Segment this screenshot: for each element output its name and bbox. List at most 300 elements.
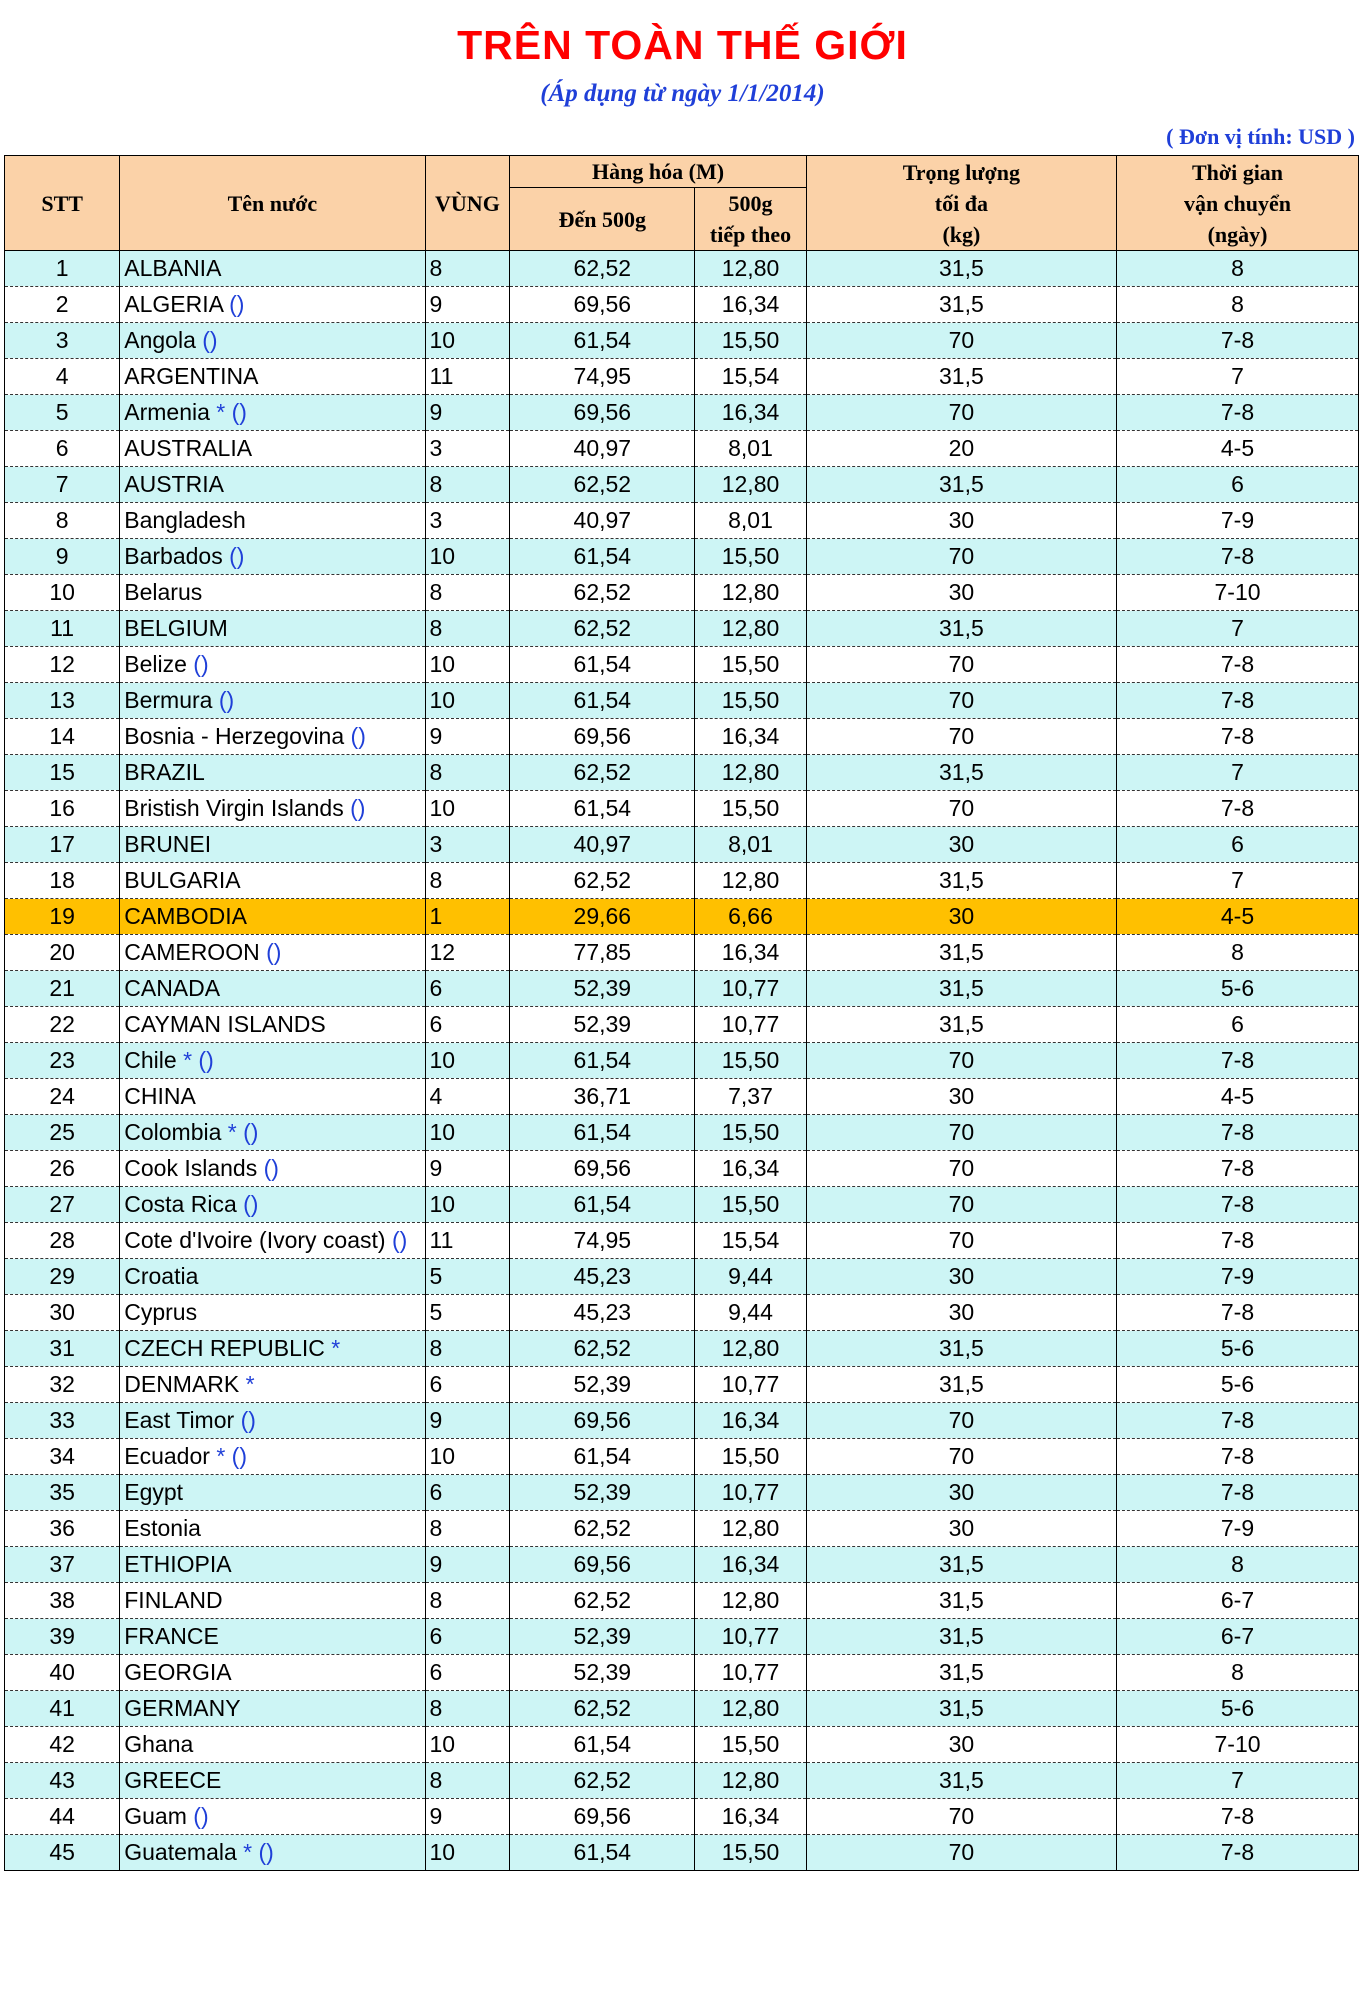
- cell-first-500g: 62,52: [510, 755, 695, 791]
- cell-zone: 8: [425, 575, 510, 611]
- table-row: [5, 1223, 1359, 1259]
- cell-zone: 12: [425, 935, 510, 971]
- header-weight-line1: Trọng lượng: [902, 159, 1021, 185]
- cell-transit-days: 6: [1117, 827, 1359, 863]
- cell-max-weight: 31,5: [806, 611, 1116, 647]
- country-note-mark: * (): [216, 399, 247, 425]
- cell-stt: 4: [5, 359, 120, 395]
- cell-zone: 8: [425, 251, 510, 287]
- cell-max-weight: 31,5: [806, 971, 1116, 1007]
- cell-next-500g: 10,77: [695, 1367, 806, 1403]
- country-name: GEORGIA: [124, 1659, 232, 1685]
- country-name: Guatemala: [124, 1839, 237, 1865]
- country-name: Bristish Virgin Islands: [124, 795, 344, 821]
- cell-stt: 19: [5, 899, 120, 935]
- cell-transit-days: 4-5: [1117, 1079, 1359, 1115]
- cell-max-weight: 31,5: [806, 1007, 1116, 1043]
- table-body: [5, 251, 1359, 1871]
- cell-transit-days: 7-8: [1117, 1043, 1359, 1079]
- table-row: [5, 251, 1359, 287]
- cell-max-weight: 70: [806, 719, 1116, 755]
- cell-country: [120, 467, 425, 503]
- cell-max-weight: 30: [806, 1259, 1116, 1295]
- country-name: CANADA: [124, 975, 221, 1001]
- cell-zone: 8: [425, 467, 510, 503]
- table-row: [5, 1439, 1359, 1475]
- cell-first-500g: 61,54: [510, 1115, 695, 1151]
- cell-transit-days: 5-6: [1117, 1367, 1359, 1403]
- cell-first-500g: 62,52: [510, 863, 695, 899]
- cell-stt: 5: [5, 395, 120, 431]
- cell-stt: 15: [5, 755, 120, 791]
- country-name: DENMARK: [124, 1371, 240, 1397]
- cell-max-weight: 70: [806, 1151, 1116, 1187]
- country-note-mark: *: [245, 1371, 255, 1397]
- cell-max-weight: 70: [806, 1043, 1116, 1079]
- cell-next-500g: 16,34: [695, 1799, 806, 1835]
- cell-first-500g: 69,56: [510, 1403, 695, 1439]
- country-name: Bermura: [124, 687, 213, 713]
- cell-transit-days: 7-8: [1117, 1835, 1359, 1871]
- cell-next-500g: 10,77: [695, 1655, 806, 1691]
- cell-max-weight: 30: [806, 1727, 1116, 1763]
- country-name: CAMEROON: [124, 939, 260, 965]
- cell-next-500g: 12,80: [695, 251, 806, 287]
- country-name: CHINA: [124, 1083, 196, 1109]
- cell-next-500g: 15,54: [695, 359, 806, 395]
- cell-stt: 3: [5, 323, 120, 359]
- cell-first-500g: 62,52: [510, 1331, 695, 1367]
- table-row: [5, 1403, 1359, 1439]
- cell-stt: 27: [5, 1187, 120, 1223]
- cell-zone: 8: [425, 755, 510, 791]
- country-note-mark: (): [243, 1191, 259, 1217]
- currency-unit-note: ( Đơn vị tính: USD ): [1166, 124, 1355, 149]
- cell-country: [120, 1583, 425, 1619]
- cell-next-500g: 15,50: [695, 1187, 806, 1223]
- table-row: [5, 971, 1359, 1007]
- cell-country: [120, 1439, 425, 1475]
- cell-first-500g: 69,56: [510, 395, 695, 431]
- table-row: [5, 827, 1359, 863]
- cell-max-weight: 31,5: [806, 1367, 1116, 1403]
- cell-stt: 14: [5, 719, 120, 755]
- table-row: [5, 359, 1359, 395]
- country-note-mark: (): [350, 795, 366, 821]
- cell-stt: 31: [5, 1331, 120, 1367]
- cell-max-weight: 70: [806, 539, 1116, 575]
- cell-stt: 37: [5, 1547, 120, 1583]
- cell-next-500g: 15,50: [695, 323, 806, 359]
- cell-zone: 10: [425, 1727, 510, 1763]
- cell-stt: 20: [5, 935, 120, 971]
- country-name: BELGIUM: [124, 615, 228, 641]
- cell-next-500g: 12,80: [695, 755, 806, 791]
- table-row: [5, 1475, 1359, 1511]
- cell-next-500g: 15,54: [695, 1223, 806, 1259]
- cell-zone: 6: [425, 1367, 510, 1403]
- cell-first-500g: 74,95: [510, 1223, 695, 1259]
- cell-country: [120, 827, 425, 863]
- cell-transit-days: 7-8: [1117, 1223, 1359, 1259]
- header-goods: Hàng hóa (M): [510, 156, 806, 188]
- cell-country: [120, 719, 425, 755]
- cell-stt: 6: [5, 431, 120, 467]
- cell-first-500g: 61,54: [510, 683, 695, 719]
- cell-zone: 6: [425, 1475, 510, 1511]
- table-row: [5, 287, 1359, 323]
- cell-country: [120, 1259, 425, 1295]
- cell-zone: 9: [425, 1403, 510, 1439]
- table-row: [5, 1763, 1359, 1799]
- cell-next-500g: 15,50: [695, 1835, 806, 1871]
- cell-transit-days: 7-8: [1117, 323, 1359, 359]
- cell-first-500g: 40,97: [510, 431, 695, 467]
- cell-zone: 10: [425, 1439, 510, 1475]
- table-row: [5, 899, 1359, 935]
- country-note-mark: (): [229, 543, 245, 569]
- cell-zone: 11: [425, 359, 510, 395]
- cell-first-500g: 74,95: [510, 359, 695, 395]
- cell-first-500g: 69,56: [510, 1799, 695, 1835]
- header-next-500g: [695, 188, 806, 251]
- table-row: [5, 791, 1359, 827]
- cell-zone: 3: [425, 431, 510, 467]
- country-note-mark: (): [229, 291, 245, 317]
- cell-transit-days: 7: [1117, 1763, 1359, 1799]
- cell-zone: 8: [425, 1331, 510, 1367]
- table-row: [5, 863, 1359, 899]
- cell-stt: 32: [5, 1367, 120, 1403]
- cell-country: [120, 971, 425, 1007]
- cell-max-weight: 30: [806, 1511, 1116, 1547]
- cell-zone: 6: [425, 1007, 510, 1043]
- country-note-mark: (): [193, 651, 209, 677]
- country-name: Bosnia - Herzegovina: [124, 723, 345, 749]
- country-note-mark: (): [266, 939, 282, 965]
- country-name: Angola: [124, 327, 196, 353]
- cell-first-500g: 40,97: [510, 503, 695, 539]
- cell-transit-days: 7-8: [1117, 1151, 1359, 1187]
- header-max-weight: [806, 156, 1116, 251]
- header-next-line2: tiếp theo: [709, 222, 792, 247]
- cell-transit-days: 4-5: [1117, 899, 1359, 935]
- cell-max-weight: 31,5: [806, 359, 1116, 395]
- cell-transit-days: 7-9: [1117, 503, 1359, 539]
- table-row: [5, 647, 1359, 683]
- cell-transit-days: 7: [1117, 359, 1359, 395]
- country-name: Costa Rica: [124, 1191, 237, 1217]
- cell-max-weight: 31,5: [806, 1619, 1116, 1655]
- cell-next-500g: 12,80: [695, 1511, 806, 1547]
- cell-max-weight: 31,5: [806, 1331, 1116, 1367]
- cell-zone: 5: [425, 1295, 510, 1331]
- cell-country: [120, 323, 425, 359]
- cell-zone: 9: [425, 1547, 510, 1583]
- table-row: [5, 1655, 1359, 1691]
- cell-next-500g: 7,37: [695, 1079, 806, 1115]
- table-row: [5, 1547, 1359, 1583]
- cell-transit-days: 7-8: [1117, 1439, 1359, 1475]
- cell-stt: 34: [5, 1439, 120, 1475]
- cell-zone: 3: [425, 503, 510, 539]
- cell-next-500g: 16,34: [695, 1151, 806, 1187]
- cell-country: [120, 1115, 425, 1151]
- cell-next-500g: 15,50: [695, 1115, 806, 1151]
- cell-country: [120, 1763, 425, 1799]
- table-row: [5, 575, 1359, 611]
- country-name: ETHIOPIA: [124, 1551, 232, 1577]
- country-name: ALBANIA: [124, 255, 222, 281]
- country-name: CZECH REPUBLIC: [124, 1335, 325, 1361]
- cell-zone: 8: [425, 611, 510, 647]
- country-name: Ghana: [124, 1731, 194, 1757]
- cell-first-500g: 62,52: [510, 467, 695, 503]
- table-row: [5, 935, 1359, 971]
- cell-zone: 3: [425, 827, 510, 863]
- cell-country: [120, 1835, 425, 1871]
- cell-next-500g: 15,50: [695, 1439, 806, 1475]
- cell-country: [120, 575, 425, 611]
- cell-country: [120, 611, 425, 647]
- cell-stt: 44: [5, 1799, 120, 1835]
- cell-next-500g: 12,80: [695, 1763, 806, 1799]
- cell-transit-days: 7-8: [1117, 791, 1359, 827]
- table-row: [5, 611, 1359, 647]
- cell-zone: 9: [425, 1799, 510, 1835]
- cell-max-weight: 70: [806, 1835, 1116, 1871]
- cell-zone: 10: [425, 323, 510, 359]
- cell-stt: 29: [5, 1259, 120, 1295]
- cell-max-weight: 31,5: [806, 1763, 1116, 1799]
- cell-next-500g: 10,77: [695, 1475, 806, 1511]
- cell-stt: 43: [5, 1763, 120, 1799]
- table-row: [5, 1691, 1359, 1727]
- cell-transit-days: 8: [1117, 251, 1359, 287]
- cell-zone: 5: [425, 1259, 510, 1295]
- cell-first-500g: 61,54: [510, 1043, 695, 1079]
- cell-zone: 8: [425, 1691, 510, 1727]
- cell-transit-days: 7-10: [1117, 575, 1359, 611]
- cell-stt: 41: [5, 1691, 120, 1727]
- cell-stt: 33: [5, 1403, 120, 1439]
- country-note-mark: * (): [183, 1047, 214, 1073]
- cell-stt: 22: [5, 1007, 120, 1043]
- cell-country: [120, 503, 425, 539]
- cell-stt: 21: [5, 971, 120, 1007]
- cell-next-500g: 9,44: [695, 1295, 806, 1331]
- country-name: FRANCE: [124, 1623, 219, 1649]
- cell-country: [120, 1367, 425, 1403]
- cell-country: [120, 935, 425, 971]
- cell-transit-days: 7-8: [1117, 1295, 1359, 1331]
- cell-transit-days: 5-6: [1117, 1331, 1359, 1367]
- cell-stt: 9: [5, 539, 120, 575]
- cell-transit-days: 7-8: [1117, 1187, 1359, 1223]
- cell-transit-days: 5-6: [1117, 971, 1359, 1007]
- cell-max-weight: 70: [806, 395, 1116, 431]
- cell-first-500g: 69,56: [510, 1547, 695, 1583]
- cell-stt: 2: [5, 287, 120, 323]
- cell-first-500g: 62,52: [510, 1511, 695, 1547]
- cell-transit-days: 5-6: [1117, 1691, 1359, 1727]
- table-row: [5, 1619, 1359, 1655]
- cell-next-500g: 10,77: [695, 971, 806, 1007]
- cell-first-500g: 61,54: [510, 1835, 695, 1871]
- cell-stt: 35: [5, 1475, 120, 1511]
- cell-max-weight: 20: [806, 431, 1116, 467]
- cell-stt: 11: [5, 611, 120, 647]
- country-note-mark: * (): [216, 1443, 247, 1469]
- cell-max-weight: 31,5: [806, 863, 1116, 899]
- cell-max-weight: 31,5: [806, 251, 1116, 287]
- table-row: [5, 323, 1359, 359]
- cell-stt: 17: [5, 827, 120, 863]
- cell-max-weight: 31,5: [806, 467, 1116, 503]
- cell-next-500g: 12,80: [695, 1583, 806, 1619]
- cell-next-500g: 16,34: [695, 1403, 806, 1439]
- header-time-line2: vận chuyển: [1184, 190, 1292, 216]
- table-row: [5, 1835, 1359, 1871]
- cell-max-weight: 70: [806, 683, 1116, 719]
- cell-zone: 1: [425, 899, 510, 935]
- country-name: CAMBODIA: [124, 903, 247, 929]
- cell-first-500g: 40,97: [510, 827, 695, 863]
- country-note-mark: (): [350, 723, 366, 749]
- cell-zone: 6: [425, 1619, 510, 1655]
- cell-zone: 10: [425, 1115, 510, 1151]
- country-note-mark: * (): [227, 1119, 259, 1145]
- cell-country: [120, 1079, 425, 1115]
- country-name: Bangladesh: [124, 507, 246, 533]
- country-name: Cyprus: [124, 1299, 198, 1325]
- cell-zone: 11: [425, 1223, 510, 1259]
- header-first-500g: Đến 500g: [510, 188, 695, 251]
- cell-country: [120, 1619, 425, 1655]
- cell-country: [120, 899, 425, 935]
- table-row: [5, 1511, 1359, 1547]
- cell-zone: 10: [425, 791, 510, 827]
- country-name: BRUNEI: [124, 831, 212, 857]
- cell-transit-days: 7-8: [1117, 683, 1359, 719]
- table-row: [5, 755, 1359, 791]
- cell-first-500g: 62,52: [510, 611, 695, 647]
- table-row: [5, 719, 1359, 755]
- table-row: [5, 467, 1359, 503]
- country-name: Armenia: [124, 399, 210, 425]
- cell-country: [120, 1043, 425, 1079]
- cell-next-500g: 12,80: [695, 467, 806, 503]
- cell-first-500g: 52,39: [510, 1007, 695, 1043]
- table-row: [5, 1367, 1359, 1403]
- table-row: [5, 683, 1359, 719]
- country-note-mark: (): [391, 1227, 408, 1253]
- cell-transit-days: 7-9: [1117, 1511, 1359, 1547]
- header-next-line1: 500g: [728, 191, 773, 216]
- header-stt: STT: [5, 156, 120, 251]
- header-time-line1: Thời gian: [1191, 159, 1284, 185]
- cell-stt: 16: [5, 791, 120, 827]
- cell-transit-days: 7-8: [1117, 1403, 1359, 1439]
- country-name: ALGERIA: [124, 291, 223, 317]
- cell-stt: 10: [5, 575, 120, 611]
- country-name: Chile: [124, 1047, 177, 1073]
- cell-first-500g: 36,71: [510, 1079, 695, 1115]
- table-row: [5, 1187, 1359, 1223]
- country-name: FINLAND: [124, 1587, 223, 1613]
- cell-transit-days: 7-8: [1117, 719, 1359, 755]
- cell-zone: 9: [425, 719, 510, 755]
- cell-max-weight: 31,5: [806, 755, 1116, 791]
- cell-zone: 8: [425, 863, 510, 899]
- cell-transit-days: 6: [1117, 1007, 1359, 1043]
- country-name: GREECE: [124, 1767, 222, 1793]
- cell-stt: 12: [5, 647, 120, 683]
- cell-stt: 13: [5, 683, 120, 719]
- cell-first-500g: 61,54: [510, 1439, 695, 1475]
- cell-country: [120, 1727, 425, 1763]
- cell-first-500g: 69,56: [510, 1151, 695, 1187]
- cell-country: [120, 287, 425, 323]
- table-row: [5, 431, 1359, 467]
- cell-transit-days: 7: [1117, 863, 1359, 899]
- cell-max-weight: 30: [806, 1079, 1116, 1115]
- cell-max-weight: 30: [806, 575, 1116, 611]
- cell-country: [120, 251, 425, 287]
- cell-stt: 7: [5, 467, 120, 503]
- cell-first-500g: 61,54: [510, 539, 695, 575]
- cell-next-500g: 12,80: [695, 611, 806, 647]
- cell-next-500g: 16,34: [695, 287, 806, 323]
- cell-country: [120, 1511, 425, 1547]
- cell-stt: 30: [5, 1295, 120, 1331]
- cell-max-weight: 70: [806, 1439, 1116, 1475]
- cell-max-weight: 70: [806, 1115, 1116, 1151]
- cell-next-500g: 15,50: [695, 647, 806, 683]
- country-name: Barbados: [124, 543, 223, 569]
- cell-transit-days: 7-8: [1117, 1799, 1359, 1835]
- cell-next-500g: 9,44: [695, 1259, 806, 1295]
- header-transit-time: [1117, 156, 1359, 251]
- cell-stt: 18: [5, 863, 120, 899]
- cell-transit-days: 4-5: [1117, 431, 1359, 467]
- cell-transit-days: 7-10: [1117, 1727, 1359, 1763]
- country-name: Belarus: [124, 579, 203, 605]
- country-name: Belize: [124, 651, 187, 677]
- cell-first-500g: 61,54: [510, 791, 695, 827]
- cell-transit-days: 8: [1117, 1547, 1359, 1583]
- cell-stt: 26: [5, 1151, 120, 1187]
- page-subtitle: (Áp dụng từ ngày 1/1/2014): [540, 80, 825, 107]
- table-row: [5, 1151, 1359, 1187]
- country-name: GERMANY: [124, 1695, 241, 1721]
- cell-stt: 42: [5, 1727, 120, 1763]
- cell-stt: 40: [5, 1655, 120, 1691]
- cell-country: [120, 1475, 425, 1511]
- cell-country: [120, 1151, 425, 1187]
- cell-stt: 28: [5, 1223, 120, 1259]
- cell-country: [120, 1223, 425, 1259]
- cell-next-500g: 8,01: [695, 503, 806, 539]
- cell-transit-days: 7: [1117, 611, 1359, 647]
- cell-first-500g: 77,85: [510, 935, 695, 971]
- cell-first-500g: 45,23: [510, 1259, 695, 1295]
- cell-stt: 8: [5, 503, 120, 539]
- country-name: Ecuador: [124, 1443, 210, 1469]
- cell-country: [120, 395, 425, 431]
- cell-first-500g: 52,39: [510, 971, 695, 1007]
- cell-first-500g: 52,39: [510, 1367, 695, 1403]
